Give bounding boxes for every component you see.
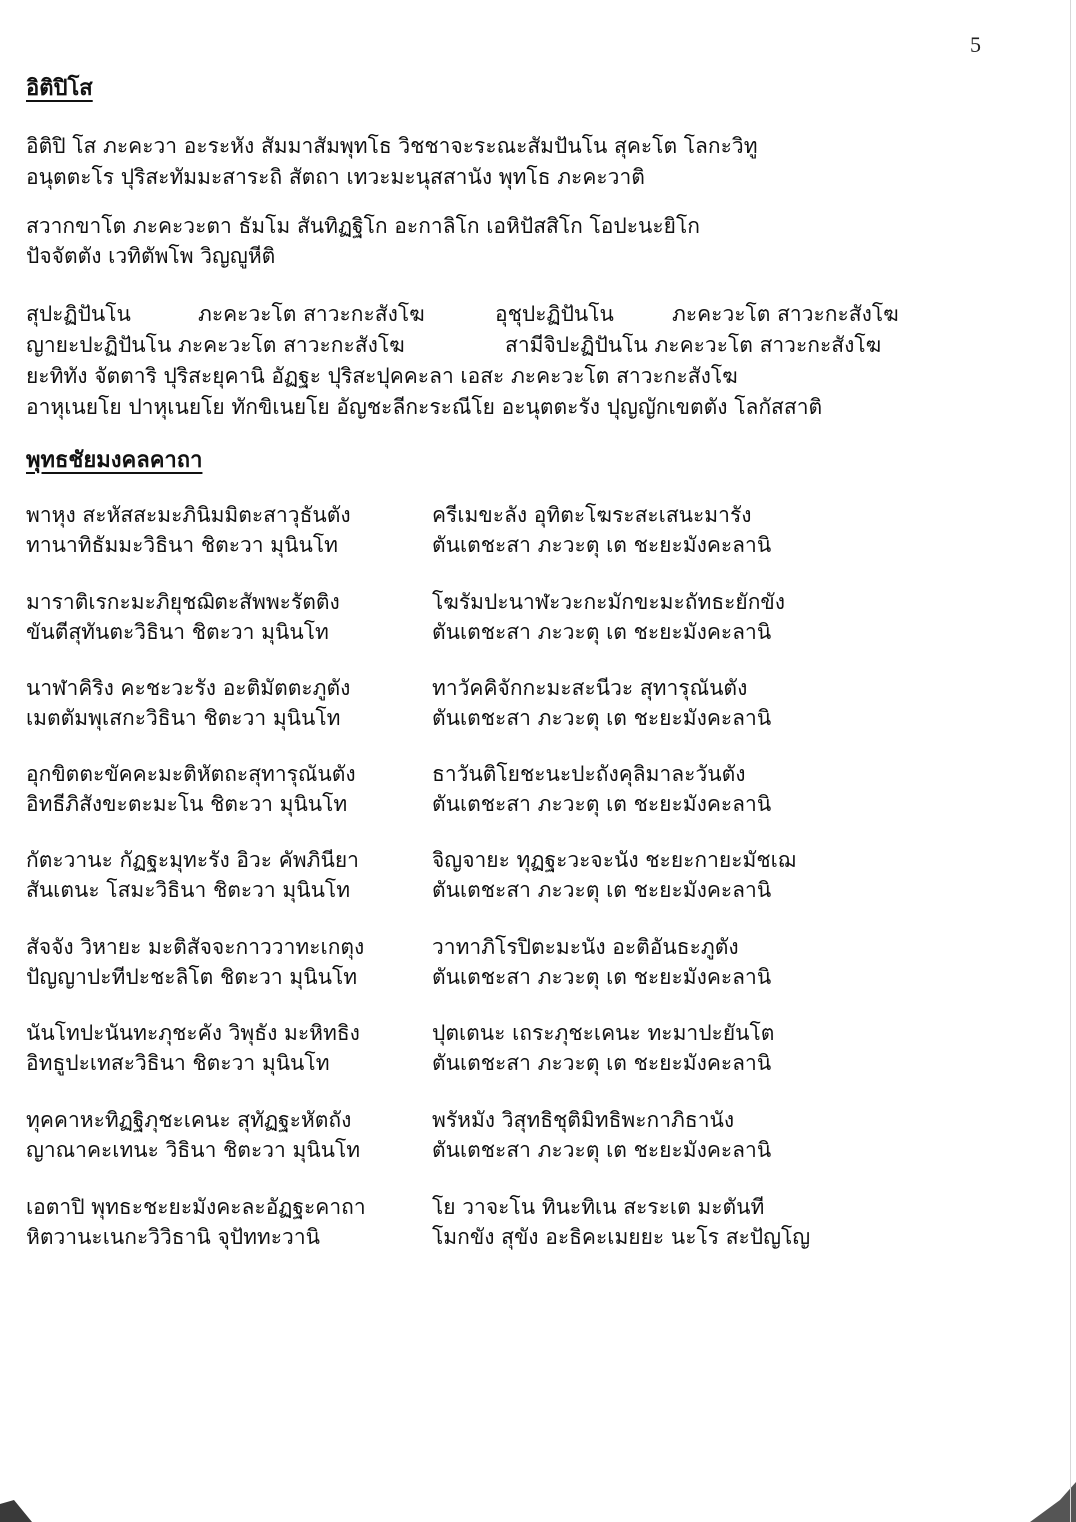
verse-right-line: โฆรัมปะนาฬะวะกะมักขะมะถัทธะยักขัง [432, 590, 786, 614]
verse-left-line: นันโทปะนันทะภุชะคัง วิพุธัง มะหิทธิง [26, 1021, 360, 1045]
verse-left-line: อิทธูปะเทสะวิธินา ชิตะวา มุนินโท [26, 1051, 330, 1075]
dhamma-line: สวากขาโต ภะคะวะตา ธัมโม สันทิฏฐิโก อะกาลิโก เอหิปัสสิโก โอปะนะยิโก [26, 214, 700, 238]
verse-right-line: ตันเตชะสา ภะวะตุ เต ชะยะมังคะลานิ [432, 533, 772, 557]
verse-left-line: เมตตัมพุเสกะวิธินา ชิตะวา มุนินโท [26, 706, 341, 730]
verse-left-line: มาราติเรกะมะภิยุชฌิตะสัพพะรัตติง [26, 590, 340, 614]
verse-right-line: ครีเมขะลัง อุทิตะโฆระสะเสนะมารัง [432, 503, 752, 527]
buddha-line: อนุตตะโร ปุริสะทัมมะสาระถิ สัตถา เทวะมะนุสสานัง พุทโธ ภะคะวาติ [26, 165, 645, 189]
verse-right-line: ตันเตชะสา ภะวะตุ เต ชะยะมังคะลานิ [432, 965, 772, 989]
sangha-cell: อุชุปะฏิปันโน [495, 302, 614, 326]
verse-right-line: วาทาภิโรปิตะมะนัง อะติอันธะภูตัง [432, 935, 739, 959]
verse-right-line: พรัหมัง วิสุทธิชุติมิทธิพะกาภิธานัง [432, 1108, 735, 1132]
verse-left-line: ญาณาคะเทนะ วิธินา ชิตะวา มุนินโท [26, 1138, 361, 1162]
verse-right-line: ตันเตชะสา ภะวะตุ เต ชะยะมังคะลานิ [432, 706, 772, 730]
verse-right-line: ตันเตชะสา ภะวะตุ เต ชะยะมังคะลานิ [432, 1138, 772, 1162]
verse-right-line: โย วาจะโน ทินะทิเน สะระเต มะตันที [432, 1195, 765, 1219]
verse-right-line: ตันเตชะสา ภะวะตุ เต ชะยะมังคะลานิ [432, 1051, 772, 1075]
verse-right-line: ปุตเตนะ เถระภุชะเคนะ ทะมาปะยันโต [432, 1021, 775, 1045]
scan-corner-left [0, 1500, 40, 1522]
page-number: 5 [970, 32, 981, 57]
sangha-line: ยะทิทัง จัตตาริ ปุริสะยุคานิ อัฏฐะ ปุริสะปุคคะลา เอสะ ภะคะวะโต สาวะกะสังโฆ [26, 364, 738, 388]
verse-right-line: ธาวันติโยชะนะปะถังคุลิมาละวันตัง [432, 762, 746, 786]
verse-left-line: กัตะวานะ กัฏฐะมุทะรัง อิวะ คัพภินียา [26, 848, 359, 872]
verse-right-line: ตันเตชะสา ภะวะตุ เต ชะยะมังคะลานิ [432, 792, 772, 816]
section-title-jayamangala: พุทธชัยมงคลคาถา [26, 448, 203, 473]
verse-left-line: ทุคคาหะทิฏฐิภุชะเคนะ สุทัฏฐะหัตถัง [26, 1108, 352, 1132]
verse-left-line: อุกขิตตะขัคคะมะติหัตถะสุทารุณันตัง [26, 762, 356, 786]
verse-right-line: ตันเตชะสา ภะวะตุ เต ชะยะมังคะลานิ [432, 878, 772, 902]
verse-left-line: สันเตนะ โสมะวิธินา ชิตะวา มุนินโท [26, 878, 351, 902]
sangha-cell: ภะคะวะโต สาวะกะสังโฆ [672, 302, 899, 326]
verse-right-line: จิญจายะ ทุฏฐะวะจะนัง ชะยะกายะมัชเฌ [432, 848, 796, 872]
verse-left-line: สัจจัง วิหายะ มะติสัจจะกาววาทะเกตุง [26, 935, 365, 959]
sangha-cell: สุปะฏิปันโน [26, 302, 131, 326]
scan-edge-line [1070, 0, 1071, 1522]
verse-left-line: อิทธีภิสังขะตะมะโน ชิตะวา มุนินโท [26, 792, 348, 816]
verse-right-line: โมกขัง สุขัง อะธิคะเมยยะ นะโร สะปัญโญ [432, 1225, 811, 1249]
verse-left-line: หิตวานะเนกะวิวิธานิ จุปัททะวานิ [26, 1225, 320, 1249]
verse-right-line: ตันเตชะสา ภะวะตุ เต ชะยะมังคะลานิ [432, 620, 772, 644]
buddha-line: อิติปิ โส ภะคะวา อะระหัง สัมมาสัมพุทโธ วิชชาจะระณะสัมปันโน สุคะโต โลกะวิทู [26, 134, 758, 158]
section-title-iti-pi-so: อิติปิโส [26, 76, 93, 101]
verse-left-line: พาหุง สะหัสสะมะภินิมมิตะสาวุธันตัง [26, 503, 351, 527]
verse-right-line: ทาวัคคิจักกะมะสะนีวะ สุทารุณันตัง [432, 676, 748, 700]
sangha-cell: สามีจิปะฏิปันโน ภะคะวะโต สาวะกะสังโฆ [505, 333, 882, 357]
sangha-line: อาหุเนยโย ปาหุเนยโย ทักขิเนยโย อัญชะลีกะระณีโย อะนุตตะรัง ปุญญักเขตตัง โลกัสสาติ [26, 395, 823, 419]
sangha-cell: ภะคะวะโต สาวะกะสังโฆ [198, 302, 425, 326]
verse-left-line: เอตาปิ พุทธะชะยะมังคะละอัฏฐะคาถา [26, 1195, 366, 1219]
verse-left-line: นาฬาคิริง คะชะวะรัง อะติมัตตะภูตัง [26, 676, 351, 700]
verse-left-line: ทานาทิธัมมะวิธินา ชิตะวา มุนินโท [26, 533, 338, 557]
dhamma-line: ปัจจัตตัง เวทิตัพโพ วิญญูหีติ [26, 244, 276, 268]
verse-left-line: ปัญญาปะทีปะชะลิโต ชิตะวา มุนินโท [26, 965, 358, 989]
verse-left-line: ขันตีสุทันตะวิธินา ชิตะวา มุนินโท [26, 620, 329, 644]
sangha-cell: ญายะปะฏิปันโน ภะคะวะโต สาวะกะสังโฆ [26, 333, 405, 357]
